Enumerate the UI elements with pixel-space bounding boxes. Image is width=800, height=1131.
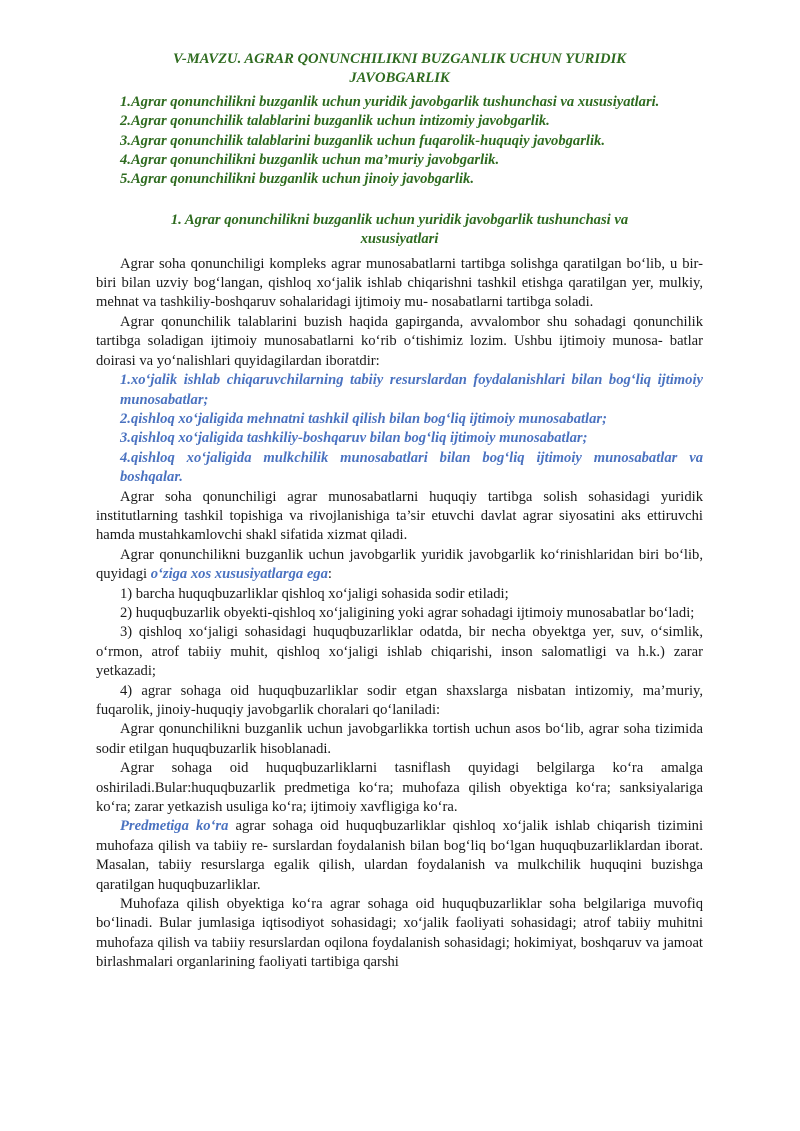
paragraph: Agrar soha qonunchiligi agrar munosabatlarni huquqiy tartibga solish sohasidagi yuridik institutlarning tashkil topishiga va rivojlanishiga ta’sir etuvchi davlat agrar siyosatini aks ettiruvchi hamda mustahkamlovchi shakl sifatida xizmat qiladi. xyxy=(96,488,703,544)
feature-item: 4) agrar sohaga oid huquqbuzarliklar sodir etgan shaxslarga nisbatan intizomiy, ma’muriy, fuqarolik, jinoiy-huquqiy javobgarlik choralari qo‘laniladi: xyxy=(96,682,703,718)
toc-item: 5.Agrar qonunchilikni buzganlik uchun jinoiy javobgarlik. xyxy=(120,171,474,188)
document-title: V-MAVZU. AGRAR QONUNCHILIKNI BUZGANLIK UCHUN YURIDIK JAVOBGARLIK xyxy=(172,51,627,87)
paragraph: Agrar qonunchilikni buzganlik uchun javobgarlikka tortish uchun asos bo‘lib, agrar soha tizimida sodir etilgan huquqbuzarlik hisoblanadi. xyxy=(96,721,703,757)
highlight-text: Predmetiga ko‘ra xyxy=(120,818,229,835)
paragraph-text: agrar sohaga oid huquqbuzarliklar qishloq xo‘jalik ishlab chiqarish tizimini muhofaza qilish va tabiiy re- surslardan foydalanish bilan bog‘liq bo‘lgan huquqbuzarliklardan iborat. Masalan, tabiiy resurslarga egalik qilish, ulardan foydalanish va mulkchilik huquqini buzishga qaratilgan huquqbuzarliklar. xyxy=(96,818,703,893)
feature-item: 1) barcha huquqbuzarliklar qishloq xo‘jaligi sohasida sodir etiladi; xyxy=(120,585,509,602)
list-item: 3.qishloq xo‘jaligida tashkiliy-boshqaruv bilan bog‘liq ijtimoiy munosabatlar; xyxy=(120,430,588,447)
paragraph-text: : xyxy=(327,566,332,583)
toc-item: 1.Agrar qonunchilikni buzganlik uchun yuridik javobgarlik tushunchasi va xususiyatlari. xyxy=(120,93,660,110)
table-of-contents xyxy=(96,93,703,190)
paragraph: Muhofaza qilish obyektiga ko‘ra agrar sohaga oid huquqbuzarliklar soha belgilariga muvofiq bo‘linadi. Bular jumlasiga iqtisodiyot sohasidagi; xo‘jalik faoliyati sohasidagi; atrof tabiiy muhitni muhofaza qilish va tabiiy resurslardan oqilona foydalanish sohasidagi; hokimiyat, boshqaruv va jamoat birlashmalari organlarining faoliyati tartibiga qarshi xyxy=(96,896,703,971)
toc-item: 2.Agrar qonunchilik talablarini buzganlik uchun intizomiy javobgarlik. xyxy=(120,113,550,130)
list-item: 1.xo‘jalik ishlab chiqaruvchilarning tabiiy resurslardan foydalanishlari bilan bog‘liq ijtimoiy munosabatlar; xyxy=(120,372,703,408)
paragraph: Agrar qonunchilik talablarini buzish haqida gapirganda, avvalombor shu sohadagi qonunchilik tartibga soladigan ijtimoiy munosabatlarni ko‘rib o‘tishimiz lozim. Ushbu ijtimoiy munosa- batlar doirasi va yo‘nalishlari quyidagilardan iboratdir: xyxy=(96,313,703,369)
toc-item: 3.Agrar qonunchilik talablarini buzganlik uchun fuqarolik-huquqiy javobgarlik. xyxy=(120,132,605,149)
toc-item: 4.Agrar qonunchilikni buzganlik uchun ma’muriy javobgarlik. xyxy=(120,152,500,169)
paragraph xyxy=(96,546,703,585)
document-page xyxy=(96,50,703,973)
paragraph: Agrar soha qonunchiligi kompleks agrar munosabatlarni tartibga solishga qaratilgan bo‘lib, u bir-biri bilan uzviy bog‘langan, qishloq xo‘jalik ishlab chiqarishni tashkil etishga qaratilgan yer, mulkiy, mehnat va tashkiliy-boshqaruv sohalaridagi ijtimoiy mu- nosabatlarni tartibga soladi. xyxy=(96,255,703,311)
feature-item: 3) qishloq xo‘jaligi sohasidagi huquqbuzarliklar odatda, bir necha obyektga yer, suv, o‘simlik, o‘rmon, atrof tabiiy muhit, qishloq xo‘jaligi ishlab chiqarishi, inson salomatligi va h.k.) zarar yetkazadi; xyxy=(96,624,703,680)
paragraph-text: Agrar qonunchilikni buzganlik uchun javobgarlik yuridik javobgarlik ko‘rinishlaridan biri bo‘lib, quyidagi xyxy=(96,546,703,583)
list-item: 2.qishloq xo‘jaligida mehnatni tashkil qilish bilan bog‘liq ijtimoiy munosabatlar; xyxy=(120,410,607,427)
paragraph xyxy=(96,817,703,895)
highlight-text: o‘ziga xos xususiyatlarga ega xyxy=(150,566,328,583)
paragraph: Agrar sohaga oid huquqbuzarliklarni tasniflash quyidagi belgilarga ko‘ra amalga oshiriladi.Bular:huquqbuzarlik predmetiga ko‘ra; muhofaza qilish obyektiga ko‘ra; sanksiyalariga ko‘ra; zarar yetkazish usuliga ko‘ra; ijtimoiy xavfligiga ko‘ra. xyxy=(96,760,703,816)
section-heading: 1. Agrar qonunchilikni buzganlik uchun yuridik javobgarlik tushunchasi va xususiyatlari xyxy=(170,211,629,248)
feature-item: 2) huquqbuzarlik obyekti-qishloq xo‘jaligining yoki agrar sohadagi ijtimoiy munosabatlar bo‘ladi; xyxy=(120,604,695,621)
relations-list xyxy=(96,371,703,487)
list-item: 4.qishloq xo‘jaligida mulkchilik munosabatlari bilan bog‘liq ijtimoiy munosabatlar va boshqalar. xyxy=(120,449,703,486)
